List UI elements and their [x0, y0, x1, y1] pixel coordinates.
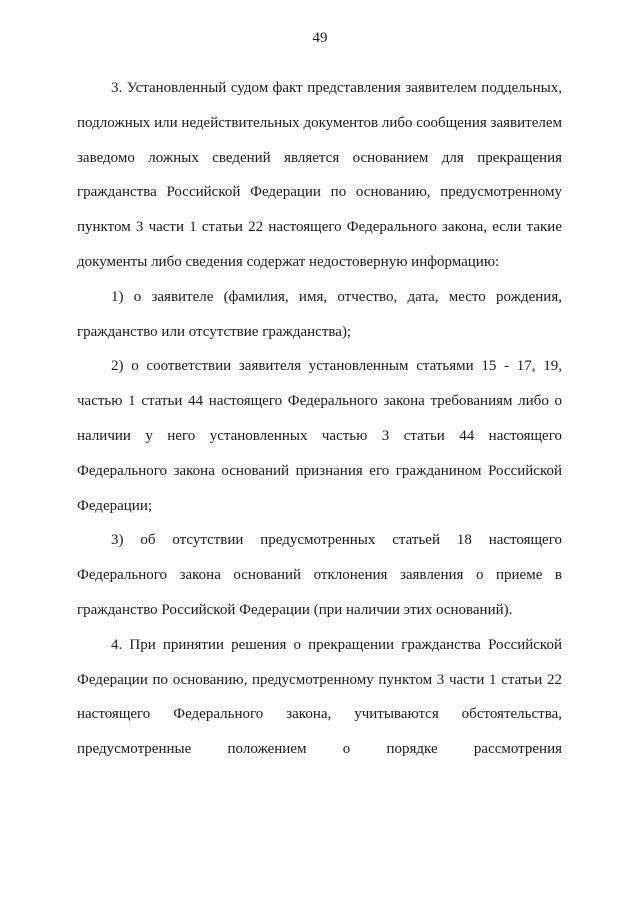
paragraph-item-2: 2) о соответствии заявителя установленным статьями 15 - 17, 19, частью 1 статьи 44 настоящего Федерального закона требованиям либо о наличии у него установленных частью 3 статьи 44 настоящего Федерального закона оснований признания его гражданином Российской Федерации; — [77, 358, 562, 514]
paragraph-item-3: 3) об отсутствии предусмотренных статьей 18 настоящего Федерального закона оснований отклонения заявления о приеме в гражданство Российской Федерации (при наличии этих оснований). — [77, 532, 562, 618]
page-number: 49 — [312, 30, 328, 46]
document-body — [77, 71, 562, 767]
paragraph-clause-3: 3. Установленный судом факт представления заявителем поддельных, подложных или недействительных документов либо сообщения заявителем заведомо ложных сведений является основанием для прекращения гражданства Российской Федерации по основанию, предусмотренному пунктом 3 части 1 статьи 22 настоящего Федерального закона, если такие документы либо сведения содержат недостоверную информацию: — [77, 80, 562, 270]
paragraph-clause-4: 4. При принятии решения о прекращении гражданства Российской Федерации по основанию, предусмотренному пунктом 3 части 1 статьи 22 настоящего Федерального закона, учитываются обстоятельства, предусмотренные положением о порядке рассмотрения — [77, 636, 562, 758]
paragraph-item-1: 1) о заявителе (фамилия, имя, отчество, дата, место рождения, гражданство или отсутствие гражданства); — [77, 288, 562, 340]
